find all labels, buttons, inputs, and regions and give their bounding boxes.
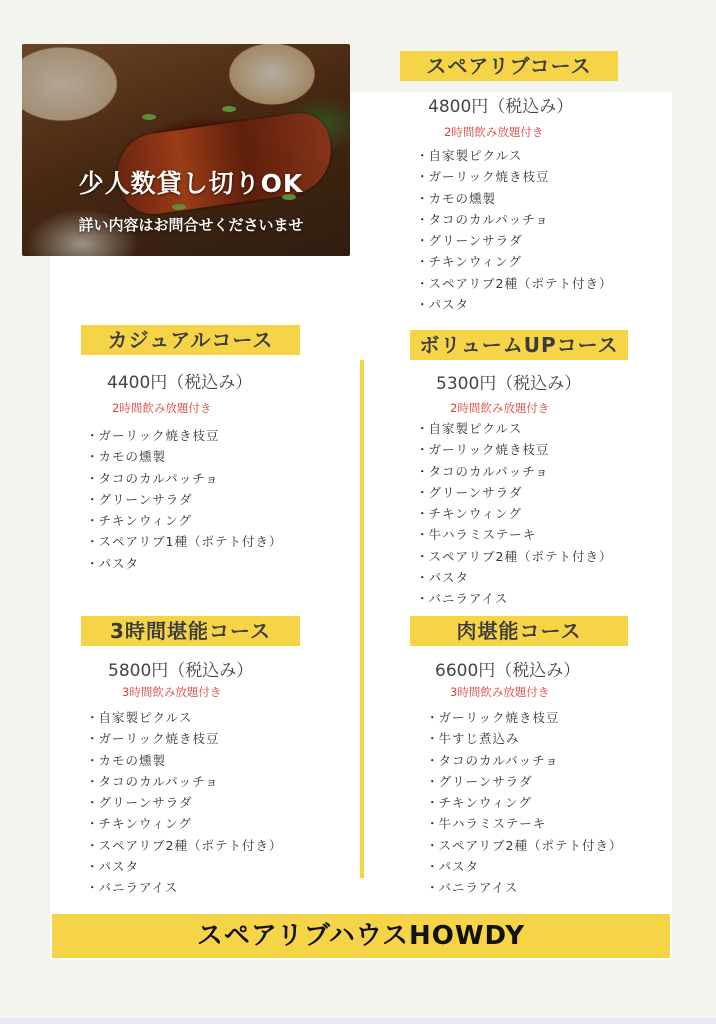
menu-item: ・ グリーンサラダ [416,482,612,503]
menu-item: ・ タコのカルパッチョ [426,750,622,771]
course-item-list [426,707,622,899]
menu-item: ・ カモの燻製 [416,188,612,209]
column-divider [360,360,364,878]
menu-item: ・ スペアリブ2種（ポテト付き） [416,273,612,294]
menu-item: ・ 自家製ピクルス [416,418,612,439]
herb-garnish [172,204,186,210]
menu-item: ・ パスタ [86,553,282,574]
menu-item: ・ スペアリブ2種（ポテト付き） [426,835,622,856]
menu-item: ・ 牛すじ煮込み [426,728,622,749]
course-price: 5300円（税込み） [436,374,582,394]
restaurant-name-banner: スペアリブハウスHOWDY [52,914,670,958]
course-price: 4400円（税込み） [107,373,253,393]
menu-item: ・ バニラアイス [416,588,612,609]
menu-item: ・ 牛ハラミステーキ [426,813,622,834]
course-item-list [86,707,282,899]
menu-item: ・ スペアリブ2種（ポテト付き） [86,835,282,856]
menu-item: ・ グリーンサラダ [86,792,282,813]
course-drink-note: 3時間飲み放題付き [122,685,222,699]
hero-subtitle: 詳い内容はお問合せくださいませ [78,216,304,234]
menu-item: ・ カモの燻製 [86,446,282,467]
course-drink-note: 2時間飲み放題付き [444,125,544,139]
menu-item: ・ ガーリック焼き枝豆 [426,707,622,728]
menu-item: ・ グリーンサラダ [416,230,612,251]
menu-item: ・ タコのカルパッチョ [86,771,282,792]
menu-item: ・ カモの燻製 [86,750,282,771]
menu-item: ・ スペアリブ1種（ポテト付き） [86,531,282,552]
course-drink-note: 2時間飲み放題付き [450,401,550,415]
course-item-list [416,418,612,610]
menu-item: ・ パスタ [416,567,612,588]
menu-item: ・ バニラアイス [426,877,622,898]
hero-title: 少人数貸し切りOK [78,169,304,198]
menu-item: ・ 自家製ピクルス [86,707,282,728]
course-title-meat: 肉堪能コース [410,616,628,646]
course-drink-note: 3時間飲み放題付き [450,685,550,699]
course-price: 4800円（税込み） [428,97,574,117]
herb-garnish [142,114,156,120]
menu-item: ・ スペアリブ2種（ポテト付き） [416,546,612,567]
hero-photo [22,44,350,256]
course-item-list [86,425,282,574]
course-item-list [416,145,612,315]
menu-item: ・ チキンウィング [86,813,282,834]
menu-item: ・ タコのカルパッチョ [86,468,282,489]
menu-item: ・ ガーリック焼き枝豆 [416,166,612,187]
menu-item: ・ グリーンサラダ [426,771,622,792]
menu-item: ・ タコのカルパッチョ [416,209,612,230]
course-title-3hour: 3時間堪能コース [81,616,300,646]
menu-item: ・ パスタ [416,294,612,315]
menu-item: ・ パスタ [86,856,282,877]
course-title-casual: カジュアルコース [81,325,300,355]
menu-item: ・ グリーンサラダ [86,489,282,510]
menu-item: ・ ガーリック焼き枝豆 [416,439,612,460]
menu-item: ・ チキンウィング [86,510,282,531]
menu-item: ・ チキンウィング [426,792,622,813]
course-drink-note: 2時間飲み放題付き [112,401,212,415]
menu-item: ・ バニラアイス [86,877,282,898]
bottom-strip [0,1018,716,1024]
course-price: 5800円（税込み） [108,661,254,681]
menu-item: ・ 自家製ピクルス [416,145,612,166]
herb-garnish [222,106,236,112]
menu-item: ・ 牛ハラミステーキ [416,524,612,545]
course-price: 6600円（税込み） [435,661,581,681]
menu-item: ・ チキンウィング [416,251,612,272]
menu-item: ・ ガーリック焼き枝豆 [86,425,282,446]
course-title-spareribs: スペアリブコース [400,51,618,81]
menu-item: ・ パスタ [426,856,622,877]
menu-item: ・ チキンウィング [416,503,612,524]
course-title-volume-up: ボリュームUPコース [410,330,628,360]
menu-item: ・ タコのカルパッチョ [416,461,612,482]
menu-item: ・ ガーリック焼き枝豆 [86,728,282,749]
